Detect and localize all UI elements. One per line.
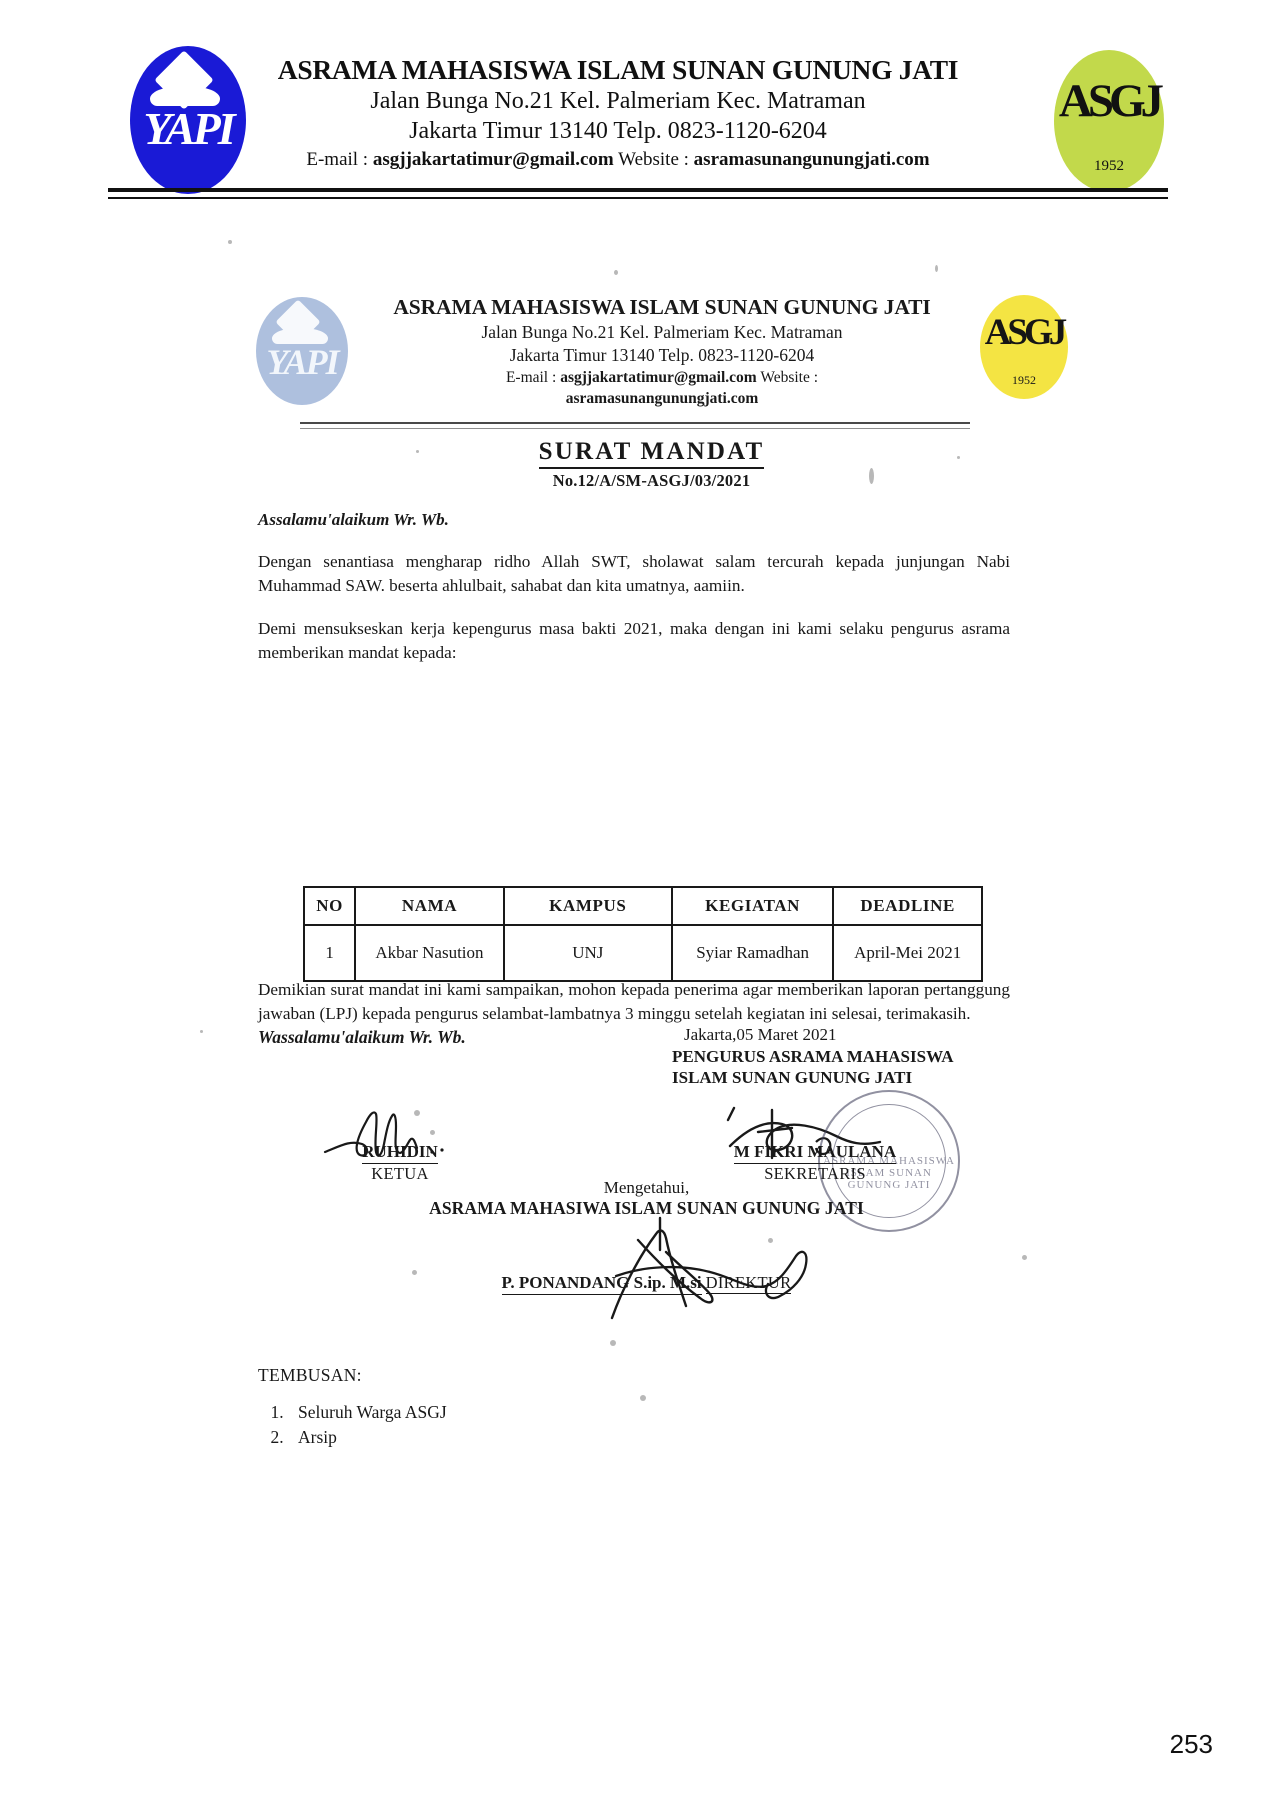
document-number: No.12/A/SM-ASGJ/03/2021 <box>552 471 751 490</box>
table-header-kampus: KAMPUS <box>504 887 672 925</box>
org-contact-line <box>228 148 1008 173</box>
document-title <box>0 438 1273 466</box>
scan-org-address-line-2: Jakarta Timur 13140 Telp. 0823-1120-6204 <box>509 345 815 366</box>
knowing-org: ASRAMA MAHASIWA ISLAM SUNAN GUNUNG JATI <box>429 1198 864 1218</box>
email-label: E-mail : <box>306 149 369 171</box>
org-name: ASRAMA MAHASISWA ISLAM SUNAN GUNUNG JATI <box>277 54 959 85</box>
signing-org-line-1: PENGURUS ASRAMA MAHASISWA <box>672 1047 954 1066</box>
direktur-signature-scribble <box>560 1210 830 1325</box>
place-and-date: Jakarta,05 Maret 2021 <box>684 1025 837 1044</box>
scan-org-email-line <box>356 368 968 388</box>
scan-asgj-logo-text: ASGJ <box>984 312 1064 353</box>
table-header-kegiatan: KEGIATAN <box>672 887 834 925</box>
closing-greeting: Wassalamu'alaikum Wr. Wb. <box>258 1027 466 1048</box>
scan-asgj-logo-icon <box>980 295 1068 399</box>
scan-website-value: asramasunangunungjati.com <box>565 389 759 407</box>
scan-speck <box>228 240 232 244</box>
body-paragraph-1: Dengan senantiasa mengharap ridho Allah SWT, sholawat salam tercurah kepada junjungan Nabi Muhammad SAW. beserta ahlulbait, sahabat dan kita umatnya, aamiin. <box>258 552 1010 595</box>
direktur-role: DIREKTUR <box>705 1273 792 1292</box>
email-value: asgjjakartatimur@gmail.com <box>372 149 614 171</box>
mandate-table <box>303 886 983 982</box>
scan-letterhead-text-block <box>356 295 968 409</box>
greeting-text: Assalamu'alaikum Wr. Wb. <box>258 510 449 529</box>
direktur-name: P. PONANDANG S.ip. M.si <box>502 1273 702 1295</box>
org-address-line-2: Jakarta Timur 13140 Telp. 0823-1120-6204 <box>409 118 827 145</box>
letterhead <box>108 44 1168 194</box>
letterhead-text-block <box>228 54 1008 173</box>
list-item: 2. Arsip <box>288 1425 758 1450</box>
scan-org-address-line-1: Jalan Bunga No.21 Kel. Palmeriam Kec. Matraman <box>481 321 843 342</box>
sekretaris-name: M FIKRI MAULANA <box>734 1142 896 1164</box>
mandate-table-container <box>303 886 983 982</box>
ketua-role: KETUA <box>371 1164 429 1183</box>
asgj-logo-text: ASGJ <box>1058 75 1160 127</box>
tembusan-block <box>258 1365 758 1451</box>
document-body <box>258 510 1010 685</box>
website-value: asramasunangunungjati.com <box>693 149 930 171</box>
table-header-deadline: DEADLINE <box>833 887 982 925</box>
page-number: 253 <box>1169 1729 1213 1759</box>
tembusan-list <box>258 1400 758 1451</box>
ketua-name: RUHIDIN <box>362 1142 438 1164</box>
cell-deadline: April-Mei 2021 <box>833 925 982 981</box>
org-address-line-1: Jalan Bunga No.21 Kel. Palmeriam Kec. Matraman <box>370 87 866 114</box>
scan-letterhead <box>248 295 1064 415</box>
scan-org-website-line <box>356 389 968 409</box>
asgj-logo-year: 1952 <box>1094 158 1124 174</box>
asgj-logo-icon <box>1054 50 1164 192</box>
yapi-logo-text: YAPI <box>143 103 233 154</box>
stamp-text: ASRAMA MAHASISWA ISLAM SUNAN GUNUNG JATI <box>823 1155 955 1192</box>
table-row <box>304 925 982 981</box>
scan-speck <box>935 265 938 272</box>
cell-kegiatan: Syiar Ramadhan <box>672 925 834 981</box>
cell-kampus: UNJ <box>504 925 672 981</box>
body-paragraph-2: Demi mensukseskan kerja kepengurus masa bakti 2021, maka dengan ini kami selaku pengurus asrama memberikan mandat kepada: <box>258 619 1010 663</box>
scanned-document <box>0 210 1273 1690</box>
scan-asgj-logo-year: 1952 <box>1012 373 1036 387</box>
tembusan-title: TEMBUSAN: <box>258 1365 362 1385</box>
table-header-no: NO <box>304 887 355 925</box>
signing-org-line-2: ISLAM SUNAN GUNUNG JATI <box>672 1067 913 1087</box>
cell-no: 1 <box>304 925 355 981</box>
scan-yapi-logo-icon <box>256 297 348 405</box>
closing-paragraph: Demikian surat mandat ini kami sampaikan, mohon kepada penerima agar memberikan laporan pertanggung jawaban (LPJ) kepada pengurus selambat-lambatnya 3 minggu setelah kegiatan ini selesai, terimakasih. <box>258 980 1010 1023</box>
table-header-row <box>304 887 982 925</box>
website-label: Website : <box>618 149 689 171</box>
cell-nama: Akbar Nasution <box>355 925 504 981</box>
scan-speck <box>200 1030 203 1033</box>
document-title-text: SURAT MANDAT <box>539 438 765 469</box>
direktur-signature-block <box>0 1273 1273 1295</box>
sekretaris-role: SEKRETARIS <box>764 1164 866 1183</box>
scan-org-name: ASRAMA MAHASISWA ISLAM SUNAN GUNUNG JATI <box>393 295 931 319</box>
knowing-label: Mengetahui, <box>603 1178 690 1197</box>
scan-yapi-logo-text: YAPI <box>266 342 338 382</box>
letterhead-divider <box>108 188 1168 199</box>
table-header-nama: NAMA <box>355 887 504 925</box>
list-item: 1. Seluruh Warga ASGJ <box>288 1400 758 1425</box>
scan-speck <box>610 1340 616 1346</box>
scan-speck <box>1022 1255 1027 1260</box>
scan-email-label: E-mail : <box>505 369 557 387</box>
scan-letterhead-divider <box>300 422 970 429</box>
scan-speck <box>614 270 618 275</box>
scan-website-label: Website : <box>760 369 819 387</box>
scan-email-value: asgjjakartatimur@gmail.com <box>560 369 757 387</box>
signature-header-block <box>672 1025 1002 1088</box>
